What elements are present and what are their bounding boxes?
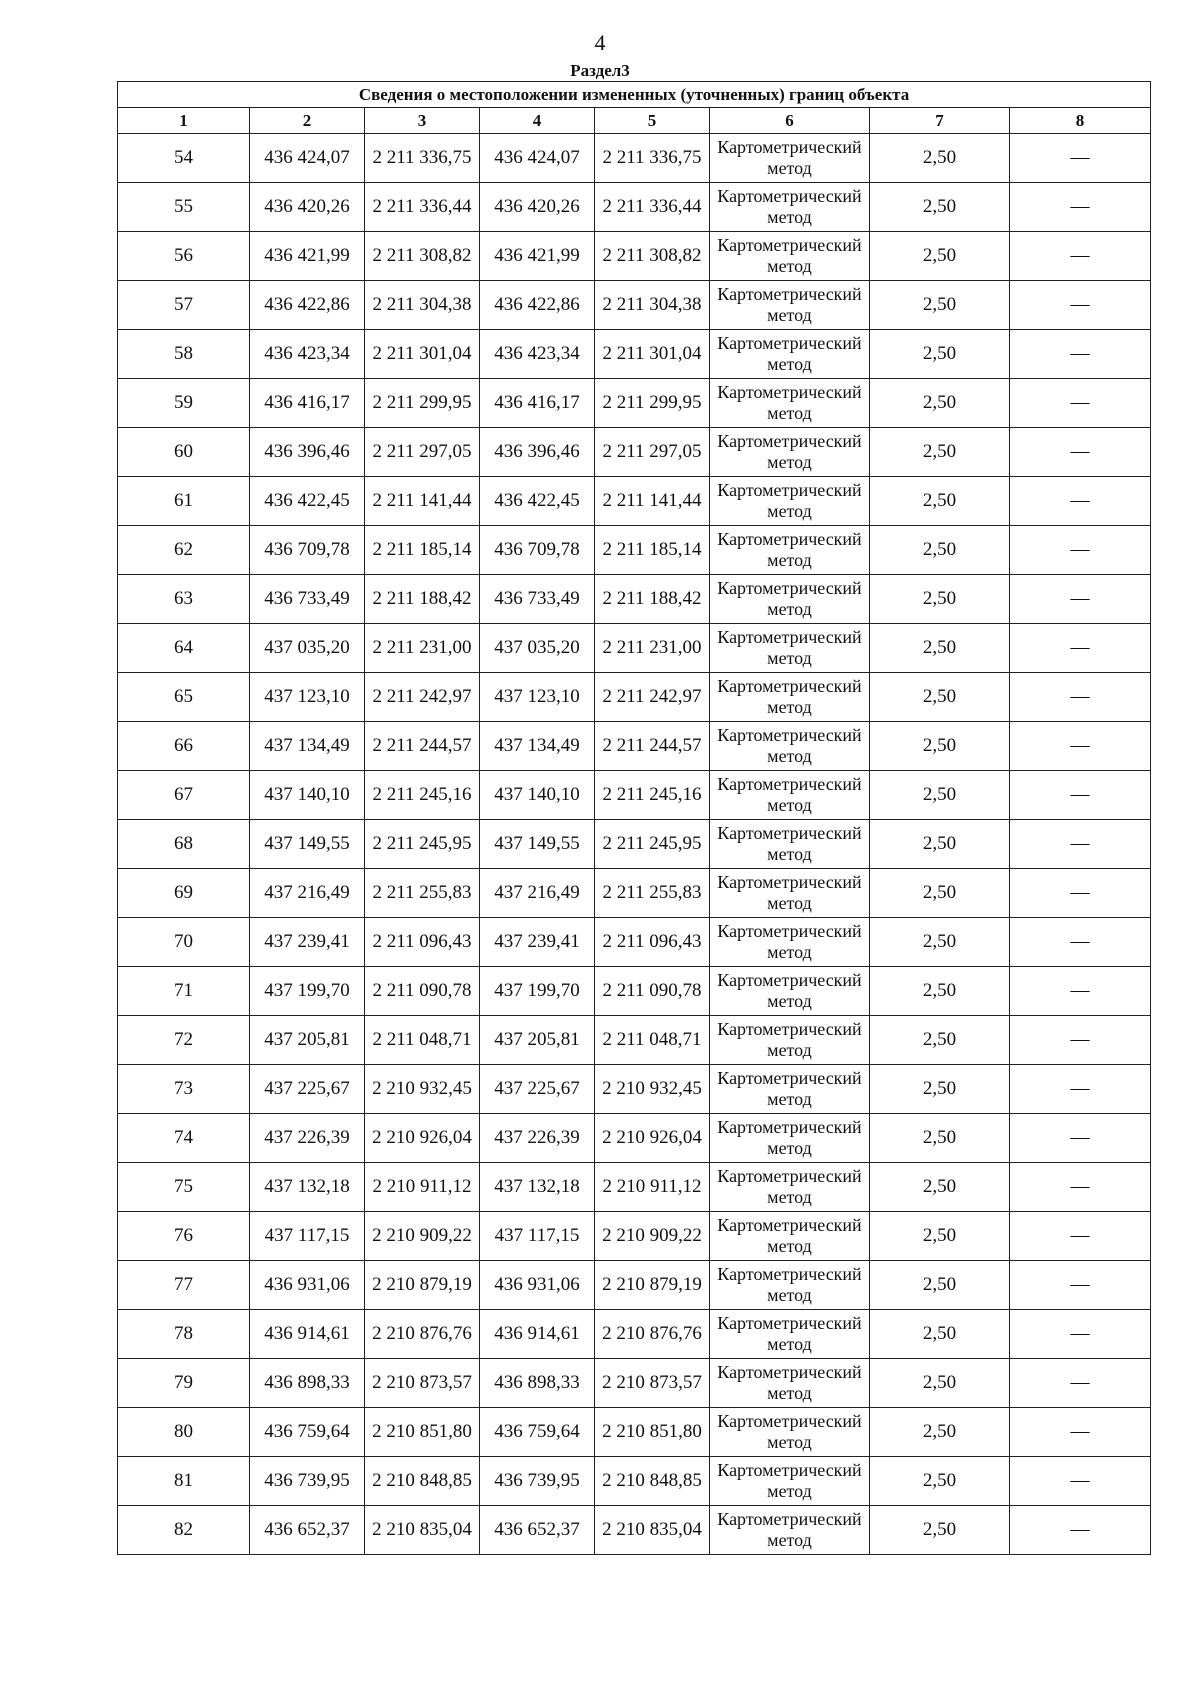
cell-description: — bbox=[1010, 379, 1151, 428]
cell-description: — bbox=[1010, 428, 1151, 477]
cell-point-number: 71 bbox=[118, 967, 250, 1016]
cell-y-old: 2 211 297,05 bbox=[365, 428, 480, 477]
table-row bbox=[118, 1212, 1151, 1261]
cell-x-old: 437 199,70 bbox=[250, 967, 365, 1016]
cell-x-old: 437 216,49 bbox=[250, 869, 365, 918]
cell-method: Картометрический метод bbox=[710, 820, 870, 869]
cell-x-old: 436 420,26 bbox=[250, 183, 365, 232]
table-row bbox=[118, 771, 1151, 820]
cell-description: — bbox=[1010, 1506, 1151, 1555]
cell-y-old: 2 211 188,42 bbox=[365, 575, 480, 624]
cell-y-old: 2 211 304,38 bbox=[365, 281, 480, 330]
table-row bbox=[118, 1163, 1151, 1212]
cell-description: — bbox=[1010, 575, 1151, 624]
cell-y-old: 2 211 245,16 bbox=[365, 771, 480, 820]
cell-x-old: 437 035,20 bbox=[250, 624, 365, 673]
cell-x-old: 437 239,41 bbox=[250, 918, 365, 967]
cell-method: Картометрический метод bbox=[710, 1408, 870, 1457]
cell-x-old: 436 898,33 bbox=[250, 1359, 365, 1408]
cell-y-new: 2 210 876,76 bbox=[595, 1310, 710, 1359]
cell-y-new: 2 211 096,43 bbox=[595, 918, 710, 967]
cell-description: — bbox=[1010, 820, 1151, 869]
cell-y-old: 2 210 876,76 bbox=[365, 1310, 480, 1359]
cell-point-number: 66 bbox=[118, 722, 250, 771]
cell-method: Картометрический метод bbox=[710, 918, 870, 967]
cell-method: Картометрический метод bbox=[710, 869, 870, 918]
table-row bbox=[118, 428, 1151, 477]
cell-x-new: 436 422,86 bbox=[480, 281, 595, 330]
cell-method: Картометрический метод bbox=[710, 771, 870, 820]
cell-accuracy: 2,50 bbox=[870, 967, 1010, 1016]
cell-method: Картометрический метод bbox=[710, 526, 870, 575]
cell-method: Картометрический метод bbox=[710, 722, 870, 771]
cell-point-number: 78 bbox=[118, 1310, 250, 1359]
cell-x-old: 436 422,86 bbox=[250, 281, 365, 330]
table-row bbox=[118, 1359, 1151, 1408]
cell-accuracy: 2,50 bbox=[870, 477, 1010, 526]
table-row bbox=[118, 722, 1151, 771]
table-row bbox=[118, 281, 1151, 330]
cell-method: Картометрический метод bbox=[710, 1310, 870, 1359]
cell-description: — bbox=[1010, 1163, 1151, 1212]
cell-y-new: 2 211 141,44 bbox=[595, 477, 710, 526]
cell-point-number: 68 bbox=[118, 820, 250, 869]
cell-y-old: 2 210 848,85 bbox=[365, 1457, 480, 1506]
cell-y-new: 2 211 185,14 bbox=[595, 526, 710, 575]
cell-y-new: 2 211 188,42 bbox=[595, 575, 710, 624]
cell-method: Картометрический метод bbox=[710, 281, 870, 330]
cell-y-new: 2 211 297,05 bbox=[595, 428, 710, 477]
cell-accuracy: 2,50 bbox=[870, 183, 1010, 232]
table-row bbox=[118, 869, 1151, 918]
cell-description: — bbox=[1010, 967, 1151, 1016]
cell-accuracy: 2,50 bbox=[870, 575, 1010, 624]
cell-accuracy: 2,50 bbox=[870, 624, 1010, 673]
cell-y-old: 2 211 048,71 bbox=[365, 1016, 480, 1065]
cell-x-old: 436 914,61 bbox=[250, 1310, 365, 1359]
cell-accuracy: 2,50 bbox=[870, 1261, 1010, 1310]
cell-description: — bbox=[1010, 281, 1151, 330]
cell-y-new: 2 210 879,19 bbox=[595, 1261, 710, 1310]
cell-x-old: 437 225,67 bbox=[250, 1065, 365, 1114]
cell-y-new: 2 210 835,04 bbox=[595, 1506, 710, 1555]
cell-x-old: 437 123,10 bbox=[250, 673, 365, 722]
cell-y-old: 2 211 242,97 bbox=[365, 673, 480, 722]
cell-description: — bbox=[1010, 1261, 1151, 1310]
cell-y-new: 2 210 873,57 bbox=[595, 1359, 710, 1408]
cell-y-old: 2 211 231,00 bbox=[365, 624, 480, 673]
cell-x-old: 437 205,81 bbox=[250, 1016, 365, 1065]
cell-point-number: 64 bbox=[118, 624, 250, 673]
cell-x-new: 436 652,37 bbox=[480, 1506, 595, 1555]
cell-description: — bbox=[1010, 1212, 1151, 1261]
cell-description: — bbox=[1010, 869, 1151, 918]
table-row bbox=[118, 1506, 1151, 1555]
cell-accuracy: 2,50 bbox=[870, 1163, 1010, 1212]
cell-y-old: 2 211 096,43 bbox=[365, 918, 480, 967]
cell-y-old: 2 210 873,57 bbox=[365, 1359, 480, 1408]
cell-x-new: 437 205,81 bbox=[480, 1016, 595, 1065]
cell-method: Картометрический метод bbox=[710, 1359, 870, 1408]
table-row bbox=[118, 918, 1151, 967]
table-row bbox=[118, 575, 1151, 624]
cell-x-new: 436 739,95 bbox=[480, 1457, 595, 1506]
cell-x-new: 437 239,41 bbox=[480, 918, 595, 967]
table-row bbox=[118, 183, 1151, 232]
page-number: 4 bbox=[594, 30, 606, 55]
cell-y-new: 2 211 255,83 bbox=[595, 869, 710, 918]
cell-accuracy: 2,50 bbox=[870, 1016, 1010, 1065]
cell-x-old: 436 733,49 bbox=[250, 575, 365, 624]
cell-point-number: 54 bbox=[118, 134, 250, 183]
cell-x-old: 436 652,37 bbox=[250, 1506, 365, 1555]
table-row bbox=[118, 232, 1151, 281]
cell-description: — bbox=[1010, 722, 1151, 771]
cell-accuracy: 2,50 bbox=[870, 820, 1010, 869]
cell-method: Картометрический метод bbox=[710, 575, 870, 624]
table-row bbox=[118, 1261, 1151, 1310]
cell-point-number: 82 bbox=[118, 1506, 250, 1555]
table-row bbox=[118, 1408, 1151, 1457]
cell-y-old: 2 210 909,22 bbox=[365, 1212, 480, 1261]
column-header-3: 3 bbox=[365, 108, 480, 134]
cell-x-old: 436 739,95 bbox=[250, 1457, 365, 1506]
cell-x-new: 437 226,39 bbox=[480, 1114, 595, 1163]
cell-y-new: 2 211 244,57 bbox=[595, 722, 710, 771]
cell-x-old: 436 421,99 bbox=[250, 232, 365, 281]
cell-description: — bbox=[1010, 918, 1151, 967]
cell-x-new: 437 216,49 bbox=[480, 869, 595, 918]
cell-method: Картометрический метод bbox=[710, 428, 870, 477]
cell-x-old: 436 931,06 bbox=[250, 1261, 365, 1310]
cell-y-new: 2 211 231,00 bbox=[595, 624, 710, 673]
cell-y-new: 2 210 932,45 bbox=[595, 1065, 710, 1114]
cell-description: — bbox=[1010, 673, 1151, 722]
cell-x-old: 437 134,49 bbox=[250, 722, 365, 771]
cell-accuracy: 2,50 bbox=[870, 428, 1010, 477]
cell-method: Картометрический метод bbox=[710, 1457, 870, 1506]
cell-x-new: 437 199,70 bbox=[480, 967, 595, 1016]
cell-y-new: 2 211 299,95 bbox=[595, 379, 710, 428]
table-row bbox=[118, 134, 1151, 183]
cell-accuracy: 2,50 bbox=[870, 134, 1010, 183]
cell-y-old: 2 211 255,83 bbox=[365, 869, 480, 918]
cell-x-new: 436 709,78 bbox=[480, 526, 595, 575]
cell-description: — bbox=[1010, 526, 1151, 575]
table-row bbox=[118, 967, 1151, 1016]
cell-y-old: 2 210 926,04 bbox=[365, 1114, 480, 1163]
cell-y-old: 2 210 879,19 bbox=[365, 1261, 480, 1310]
cell-x-old: 437 226,39 bbox=[250, 1114, 365, 1163]
cell-x-new: 437 149,55 bbox=[480, 820, 595, 869]
cell-method: Картометрический метод bbox=[710, 624, 870, 673]
cell-y-old: 2 210 835,04 bbox=[365, 1506, 480, 1555]
cell-point-number: 63 bbox=[118, 575, 250, 624]
cell-y-old: 2 211 090,78 bbox=[365, 967, 480, 1016]
column-header-8: 8 bbox=[1010, 108, 1151, 134]
cell-description: — bbox=[1010, 330, 1151, 379]
table-row bbox=[118, 1114, 1151, 1163]
cell-x-old: 436 396,46 bbox=[250, 428, 365, 477]
cell-method: Картометрический метод bbox=[710, 232, 870, 281]
cell-x-new: 437 123,10 bbox=[480, 673, 595, 722]
cell-y-new: 2 211 336,44 bbox=[595, 183, 710, 232]
cell-x-new: 436 931,06 bbox=[480, 1261, 595, 1310]
cell-description: — bbox=[1010, 1310, 1151, 1359]
boundary-coordinates-table bbox=[117, 81, 1151, 1555]
table-row bbox=[118, 526, 1151, 575]
table-row bbox=[118, 477, 1151, 526]
table-row bbox=[118, 1457, 1151, 1506]
cell-point-number: 74 bbox=[118, 1114, 250, 1163]
cell-point-number: 56 bbox=[118, 232, 250, 281]
table-caption: Сведения о местоположении измененных (уточненных) границ объекта bbox=[118, 82, 1151, 108]
cell-point-number: 62 bbox=[118, 526, 250, 575]
cell-method: Картометрический метод bbox=[710, 1506, 870, 1555]
cell-x-new: 436 759,64 bbox=[480, 1408, 595, 1457]
cell-accuracy: 2,50 bbox=[870, 918, 1010, 967]
cell-x-old: 437 140,10 bbox=[250, 771, 365, 820]
cell-x-old: 436 416,17 bbox=[250, 379, 365, 428]
cell-point-number: 72 bbox=[118, 1016, 250, 1065]
table-row bbox=[118, 330, 1151, 379]
cell-x-new: 437 035,20 bbox=[480, 624, 595, 673]
cell-point-number: 67 bbox=[118, 771, 250, 820]
cell-accuracy: 2,50 bbox=[870, 1506, 1010, 1555]
cell-point-number: 57 bbox=[118, 281, 250, 330]
cell-method: Картометрический метод bbox=[710, 134, 870, 183]
cell-point-number: 69 bbox=[118, 869, 250, 918]
column-header-5: 5 bbox=[595, 108, 710, 134]
cell-method: Картометрический метод bbox=[710, 183, 870, 232]
cell-description: — bbox=[1010, 1359, 1151, 1408]
cell-y-new: 2 210 851,80 bbox=[595, 1408, 710, 1457]
cell-method: Картометрический метод bbox=[710, 379, 870, 428]
cell-method: Картометрический метод bbox=[710, 477, 870, 526]
cell-accuracy: 2,50 bbox=[870, 330, 1010, 379]
cell-y-old: 2 211 301,04 bbox=[365, 330, 480, 379]
cell-point-number: 73 bbox=[118, 1065, 250, 1114]
cell-point-number: 58 bbox=[118, 330, 250, 379]
cell-y-old: 2 210 911,12 bbox=[365, 1163, 480, 1212]
cell-y-new: 2 211 336,75 bbox=[595, 134, 710, 183]
section-title: Раздел3 bbox=[570, 61, 630, 80]
cell-method: Картометрический метод bbox=[710, 1212, 870, 1261]
cell-y-old: 2 210 932,45 bbox=[365, 1065, 480, 1114]
cell-method: Картометрический метод bbox=[710, 1016, 870, 1065]
cell-accuracy: 2,50 bbox=[870, 722, 1010, 771]
cell-x-new: 436 396,46 bbox=[480, 428, 595, 477]
cell-y-old: 2 211 185,14 bbox=[365, 526, 480, 575]
cell-accuracy: 2,50 bbox=[870, 1212, 1010, 1261]
cell-description: — bbox=[1010, 1408, 1151, 1457]
cell-accuracy: 2,50 bbox=[870, 1457, 1010, 1506]
cell-point-number: 55 bbox=[118, 183, 250, 232]
cell-y-old: 2 211 141,44 bbox=[365, 477, 480, 526]
cell-description: — bbox=[1010, 134, 1151, 183]
cell-y-old: 2 211 336,44 bbox=[365, 183, 480, 232]
cell-description: — bbox=[1010, 1457, 1151, 1506]
cell-method: Картометрический метод bbox=[710, 967, 870, 1016]
cell-x-new: 436 422,45 bbox=[480, 477, 595, 526]
cell-y-old: 2 211 299,95 bbox=[365, 379, 480, 428]
cell-y-new: 2 210 911,12 bbox=[595, 1163, 710, 1212]
cell-accuracy: 2,50 bbox=[870, 526, 1010, 575]
cell-x-old: 436 422,45 bbox=[250, 477, 365, 526]
cell-point-number: 61 bbox=[118, 477, 250, 526]
cell-y-new: 2 211 245,16 bbox=[595, 771, 710, 820]
cell-x-old: 436 423,34 bbox=[250, 330, 365, 379]
cell-accuracy: 2,50 bbox=[870, 1114, 1010, 1163]
column-header-1: 1 bbox=[118, 108, 250, 134]
cell-description: — bbox=[1010, 183, 1151, 232]
cell-point-number: 60 bbox=[118, 428, 250, 477]
column-header-7: 7 bbox=[870, 108, 1010, 134]
table-body bbox=[118, 134, 1151, 1555]
cell-y-new: 2 210 926,04 bbox=[595, 1114, 710, 1163]
cell-description: — bbox=[1010, 232, 1151, 281]
cell-x-old: 436 709,78 bbox=[250, 526, 365, 575]
cell-y-old: 2 211 308,82 bbox=[365, 232, 480, 281]
cell-x-old: 437 149,55 bbox=[250, 820, 365, 869]
cell-accuracy: 2,50 bbox=[870, 771, 1010, 820]
cell-description: — bbox=[1010, 1114, 1151, 1163]
cell-y-new: 2 211 301,04 bbox=[595, 330, 710, 379]
cell-x-new: 437 140,10 bbox=[480, 771, 595, 820]
table-row bbox=[118, 1065, 1151, 1114]
cell-accuracy: 2,50 bbox=[870, 869, 1010, 918]
cell-x-old: 437 117,15 bbox=[250, 1212, 365, 1261]
cell-y-new: 2 210 909,22 bbox=[595, 1212, 710, 1261]
column-header-4: 4 bbox=[480, 108, 595, 134]
cell-accuracy: 2,50 bbox=[870, 1408, 1010, 1457]
cell-description: — bbox=[1010, 477, 1151, 526]
cell-y-new: 2 211 245,95 bbox=[595, 820, 710, 869]
cell-y-old: 2 211 245,95 bbox=[365, 820, 480, 869]
cell-description: — bbox=[1010, 771, 1151, 820]
cell-point-number: 70 bbox=[118, 918, 250, 967]
cell-method: Картометрический метод bbox=[710, 1163, 870, 1212]
cell-method: Картометрический метод bbox=[710, 1114, 870, 1163]
column-number-row bbox=[118, 108, 1151, 134]
cell-accuracy: 2,50 bbox=[870, 379, 1010, 428]
cell-y-new: 2 210 848,85 bbox=[595, 1457, 710, 1506]
cell-point-number: 81 bbox=[118, 1457, 250, 1506]
table-row bbox=[118, 624, 1151, 673]
cell-x-new: 437 134,49 bbox=[480, 722, 595, 771]
column-header-6: 6 bbox=[710, 108, 870, 134]
cell-x-new: 436 416,17 bbox=[480, 379, 595, 428]
cell-x-old: 436 424,07 bbox=[250, 134, 365, 183]
cell-accuracy: 2,50 bbox=[870, 1065, 1010, 1114]
cell-accuracy: 2,50 bbox=[870, 673, 1010, 722]
cell-x-new: 436 914,61 bbox=[480, 1310, 595, 1359]
cell-accuracy: 2,50 bbox=[870, 1359, 1010, 1408]
cell-method: Картометрический метод bbox=[710, 1261, 870, 1310]
cell-x-old: 437 132,18 bbox=[250, 1163, 365, 1212]
table-row bbox=[118, 1310, 1151, 1359]
cell-point-number: 80 bbox=[118, 1408, 250, 1457]
cell-y-new: 2 211 308,82 bbox=[595, 232, 710, 281]
cell-x-new: 437 225,67 bbox=[480, 1065, 595, 1114]
table-row bbox=[118, 820, 1151, 869]
cell-point-number: 59 bbox=[118, 379, 250, 428]
cell-method: Картометрический метод bbox=[710, 330, 870, 379]
cell-x-new: 436 421,99 bbox=[480, 232, 595, 281]
table-row bbox=[118, 379, 1151, 428]
cell-y-new: 2 211 090,78 bbox=[595, 967, 710, 1016]
cell-description: — bbox=[1010, 1016, 1151, 1065]
cell-x-new: 436 733,49 bbox=[480, 575, 595, 624]
cell-description: — bbox=[1010, 624, 1151, 673]
cell-point-number: 79 bbox=[118, 1359, 250, 1408]
cell-x-new: 437 117,15 bbox=[480, 1212, 595, 1261]
cell-y-old: 2 210 851,80 bbox=[365, 1408, 480, 1457]
cell-y-new: 2 211 242,97 bbox=[595, 673, 710, 722]
column-header-2: 2 bbox=[250, 108, 365, 134]
cell-x-new: 437 132,18 bbox=[480, 1163, 595, 1212]
cell-y-new: 2 211 048,71 bbox=[595, 1016, 710, 1065]
cell-method: Картометрический метод bbox=[710, 673, 870, 722]
cell-point-number: 65 bbox=[118, 673, 250, 722]
cell-x-new: 436 898,33 bbox=[480, 1359, 595, 1408]
cell-accuracy: 2,50 bbox=[870, 232, 1010, 281]
cell-y-old: 2 211 244,57 bbox=[365, 722, 480, 771]
cell-x-new: 436 423,34 bbox=[480, 330, 595, 379]
cell-description: — bbox=[1010, 1065, 1151, 1114]
table-row bbox=[118, 1016, 1151, 1065]
cell-y-old: 2 211 336,75 bbox=[365, 134, 480, 183]
cell-method: Картометрический метод bbox=[710, 1065, 870, 1114]
cell-point-number: 75 bbox=[118, 1163, 250, 1212]
table-row bbox=[118, 673, 1151, 722]
cell-point-number: 76 bbox=[118, 1212, 250, 1261]
cell-accuracy: 2,50 bbox=[870, 1310, 1010, 1359]
cell-x-old: 436 759,64 bbox=[250, 1408, 365, 1457]
cell-accuracy: 2,50 bbox=[870, 281, 1010, 330]
cell-y-new: 2 211 304,38 bbox=[595, 281, 710, 330]
cell-x-new: 436 424,07 bbox=[480, 134, 595, 183]
cell-point-number: 77 bbox=[118, 1261, 250, 1310]
cell-x-new: 436 420,26 bbox=[480, 183, 595, 232]
